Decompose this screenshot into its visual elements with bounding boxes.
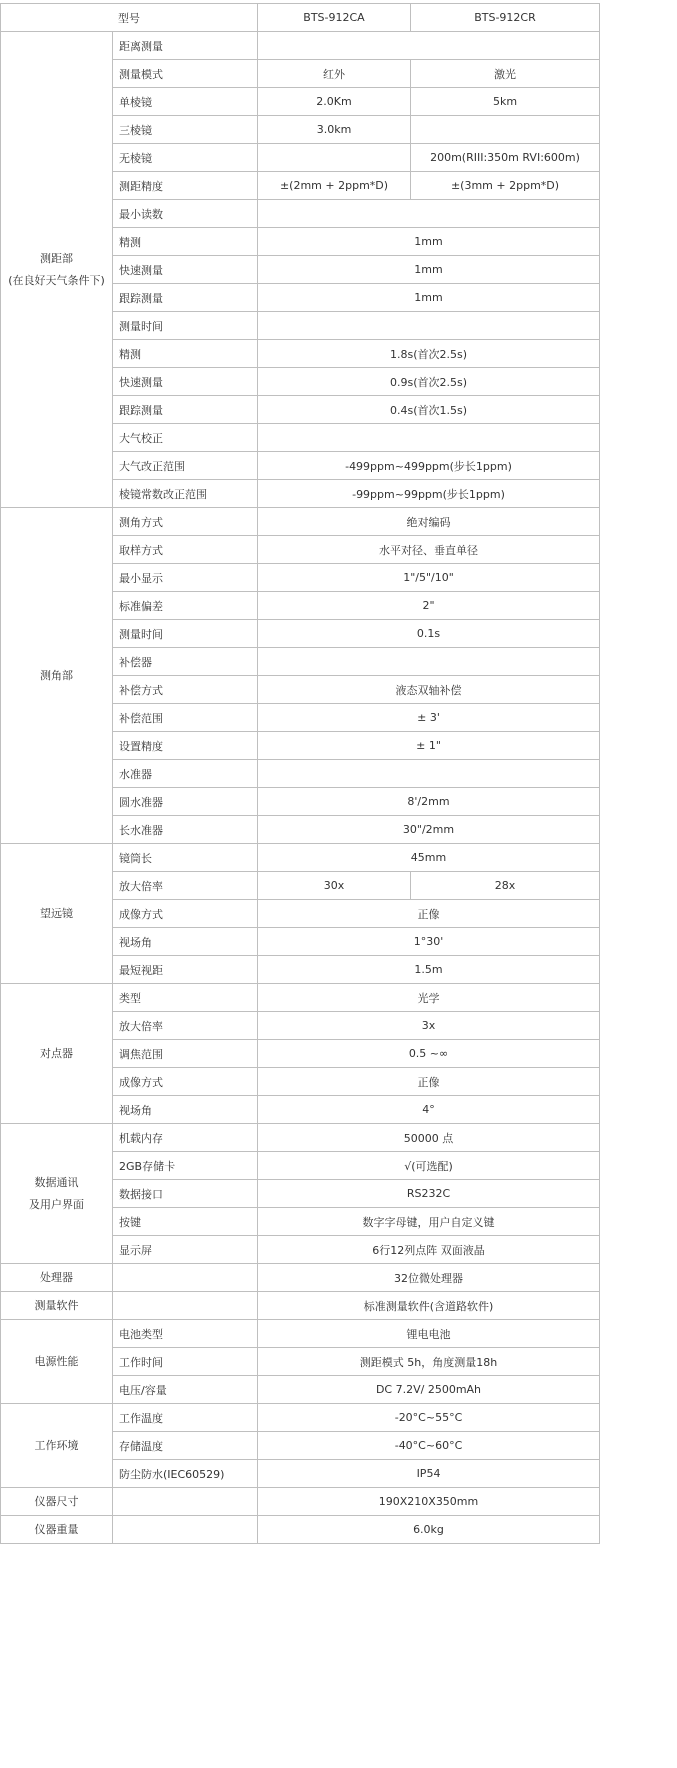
spec-table-body: [1, 4, 600, 1544]
spec-value-ca: [258, 144, 411, 172]
spec-label: 棱镜常数改正范围: [113, 480, 258, 508]
spec-value: 液态双轴补偿: [258, 676, 600, 704]
spec-value-ca: ±(2mm + 2ppm*D): [258, 172, 411, 200]
spec-label: 距离测量: [113, 32, 258, 60]
spec-value-cr: 5km: [411, 88, 600, 116]
group-name: 测距部: [40, 251, 73, 265]
group-name-cell: [1, 844, 113, 984]
group-note: (在良好天气条件下): [8, 273, 105, 287]
spec-row: [1, 1404, 600, 1432]
spec-value: 1mm: [258, 284, 600, 312]
spec-value: [258, 312, 600, 340]
spec-label: 跟踪测量: [113, 284, 258, 312]
group-name: 对点器: [40, 1046, 73, 1060]
spec-value-cr: 28x: [411, 872, 600, 900]
spec-value: 45mm: [258, 844, 600, 872]
spec-row: [1, 508, 600, 536]
spec-value: -499ppm~499ppm(步长1ppm): [258, 452, 600, 480]
group-name-cell: [1, 1292, 113, 1320]
spec-value: 1°30': [258, 928, 600, 956]
spec-value: ± 3': [258, 704, 600, 732]
group-name: 测角部: [40, 668, 73, 682]
spec-value: 0.1s: [258, 620, 600, 648]
group-name-cell: [1, 984, 113, 1124]
spec-value: [258, 32, 600, 60]
spec-value-cr: [411, 116, 600, 144]
group-name: 仪器重量: [34, 1522, 79, 1536]
spec-row: [1, 1488, 600, 1516]
spec-label: 视场角: [113, 928, 258, 956]
spec-value: 水平对径、垂直单径: [258, 536, 600, 564]
spec-table: [0, 3, 600, 1544]
spec-label: 调焦范围: [113, 1040, 258, 1068]
spec-row: [1, 1264, 600, 1292]
spec-value: DC 7.2V/ 2500mAh: [258, 1376, 600, 1404]
header-row: [1, 4, 600, 32]
spec-value: 光学: [258, 984, 600, 1012]
spec-label: 防尘防水(IEC60529): [113, 1460, 258, 1488]
spec-value: 190X210X350mm: [258, 1488, 600, 1516]
spec-value: [258, 200, 600, 228]
spec-label: 显示屏: [113, 1236, 258, 1264]
spec-label: 电压/容量: [113, 1376, 258, 1404]
spec-row: [1, 984, 600, 1012]
spec-value: IP54: [258, 1460, 600, 1488]
spec-value: 标准测量软件(含道路软件): [258, 1292, 600, 1320]
spec-value: 正像: [258, 1068, 600, 1096]
spec-label: 放大倍率: [113, 872, 258, 900]
spec-value: 3x: [258, 1012, 600, 1040]
spec-label: 最小读数: [113, 200, 258, 228]
spec-label: 精测: [113, 228, 258, 256]
spec-label: 镜筒长: [113, 844, 258, 872]
spec-label: 测量模式: [113, 60, 258, 88]
spec-value: 32位微处理器: [258, 1264, 600, 1292]
spec-value: 测距模式 5h，角度测量18h: [258, 1348, 600, 1376]
spec-value: [258, 648, 600, 676]
spec-label: 数据接口: [113, 1180, 258, 1208]
group-note: 及用户界面: [29, 1197, 84, 1211]
spec-value: 30"/2mm: [258, 816, 600, 844]
spec-label: 最短视距: [113, 956, 258, 984]
group-name-cell: [1, 1488, 113, 1516]
spec-label: 补偿器: [113, 648, 258, 676]
spec-value: 2": [258, 592, 600, 620]
spec-value: [258, 424, 600, 452]
group-name: 数据通讯: [34, 1175, 79, 1189]
spec-label: 测量时间: [113, 620, 258, 648]
spec-label: 跟踪测量: [113, 396, 258, 424]
group-name: 处理器: [40, 1270, 73, 1284]
model-cr-header: BTS-912CR: [411, 4, 600, 32]
spec-value: 0.5 ~∞: [258, 1040, 600, 1068]
spec-label: [113, 1264, 258, 1292]
spec-row: [1, 1516, 600, 1544]
spec-label: 类型: [113, 984, 258, 1012]
spec-value: 1.8s(首次2.5s): [258, 340, 600, 368]
spec-value: RS232C: [258, 1180, 600, 1208]
spec-value: 1mm: [258, 256, 600, 284]
spec-label: 取样方式: [113, 536, 258, 564]
spec-label: 长水准器: [113, 816, 258, 844]
spec-label: 精测: [113, 340, 258, 368]
spec-row: [1, 32, 600, 60]
spec-value: 0.4s(首次1.5s): [258, 396, 600, 424]
spec-value: [258, 760, 600, 788]
spec-label: 成像方式: [113, 900, 258, 928]
spec-label: 快速测量: [113, 256, 258, 284]
spec-label: 设置精度: [113, 732, 258, 760]
spec-label: 无棱镜: [113, 144, 258, 172]
spec-value: 正像: [258, 900, 600, 928]
spec-label: 补偿方式: [113, 676, 258, 704]
spec-label: 水准器: [113, 760, 258, 788]
spec-label: 补偿范围: [113, 704, 258, 732]
spec-label: 工作温度: [113, 1404, 258, 1432]
spec-label: 测角方式: [113, 508, 258, 536]
spec-value-cr: 激光: [411, 60, 600, 88]
spec-value-ca: 30x: [258, 872, 411, 900]
spec-value: 6行12列点阵 双面液晶: [258, 1236, 600, 1264]
group-name: 电源性能: [34, 1354, 79, 1368]
spec-label: 圆水准器: [113, 788, 258, 816]
spec-label: 最小显示: [113, 564, 258, 592]
spec-label: 成像方式: [113, 1068, 258, 1096]
group-name-cell: [1, 1516, 113, 1544]
spec-label: 按键: [113, 1208, 258, 1236]
spec-value: 绝对编码: [258, 508, 600, 536]
spec-value: -99ppm~99ppm(步长1ppm): [258, 480, 600, 508]
group-name: 望远镜: [40, 906, 73, 920]
spec-value: 4°: [258, 1096, 600, 1124]
spec-label: 工作时间: [113, 1348, 258, 1376]
model-ca-header: BTS-912CA: [258, 4, 411, 32]
spec-row: [1, 1292, 600, 1320]
spec-label: 单棱镜: [113, 88, 258, 116]
spec-label: 2GB存储卡: [113, 1152, 258, 1180]
spec-value: 1mm: [258, 228, 600, 256]
group-name: 仪器尺寸: [34, 1494, 79, 1508]
spec-label: 快速测量: [113, 368, 258, 396]
spec-label: 存储温度: [113, 1432, 258, 1460]
spec-row: [1, 844, 600, 872]
group-name-cell: [1, 1404, 113, 1488]
group-name-cell: [1, 1124, 113, 1264]
spec-label: 放大倍率: [113, 1012, 258, 1040]
spec-value: ± 1": [258, 732, 600, 760]
spec-value: 50000 点: [258, 1124, 600, 1152]
spec-value-cr: 200m(RIII:350m RVI:600m): [411, 144, 600, 172]
spec-value: -20°C~55°C: [258, 1404, 600, 1432]
spec-label: 大气校正: [113, 424, 258, 452]
spec-label: 电池类型: [113, 1320, 258, 1348]
spec-value: 1"/5"/10": [258, 564, 600, 592]
spec-label: [113, 1292, 258, 1320]
spec-label: [113, 1516, 258, 1544]
spec-label: 大气改正范围: [113, 452, 258, 480]
spec-label: [113, 1488, 258, 1516]
group-name: 测量软件: [34, 1298, 79, 1312]
spec-label: 标准偏差: [113, 592, 258, 620]
spec-value: 锂电电池: [258, 1320, 600, 1348]
spec-value: √(可选配): [258, 1152, 600, 1180]
group-name-cell: [1, 32, 113, 508]
spec-row: [1, 1124, 600, 1152]
spec-label: 测量时间: [113, 312, 258, 340]
spec-value: 数字字母键，用户自定义键: [258, 1208, 600, 1236]
spec-value-cr: ±(3mm + 2ppm*D): [411, 172, 600, 200]
spec-value-ca: 红外: [258, 60, 411, 88]
group-name-cell: [1, 1264, 113, 1292]
group-name: 工作环境: [34, 1438, 79, 1452]
spec-label: 三棱镜: [113, 116, 258, 144]
spec-value: 8'/2mm: [258, 788, 600, 816]
spec-value: 6.0kg: [258, 1516, 600, 1544]
spec-value-ca: 2.0Km: [258, 88, 411, 116]
spec-label: 机载内存: [113, 1124, 258, 1152]
spec-row: [1, 1320, 600, 1348]
group-name-cell: [1, 1320, 113, 1404]
spec-label: 测距精度: [113, 172, 258, 200]
group-name-cell: [1, 508, 113, 844]
spec-label: 视场角: [113, 1096, 258, 1124]
model-header-label: 型号: [1, 4, 258, 32]
spec-value: 1.5m: [258, 956, 600, 984]
spec-value-ca: 3.0km: [258, 116, 411, 144]
spec-value: 0.9s(首次2.5s): [258, 368, 600, 396]
spec-value: -40°C~60°C: [258, 1432, 600, 1460]
